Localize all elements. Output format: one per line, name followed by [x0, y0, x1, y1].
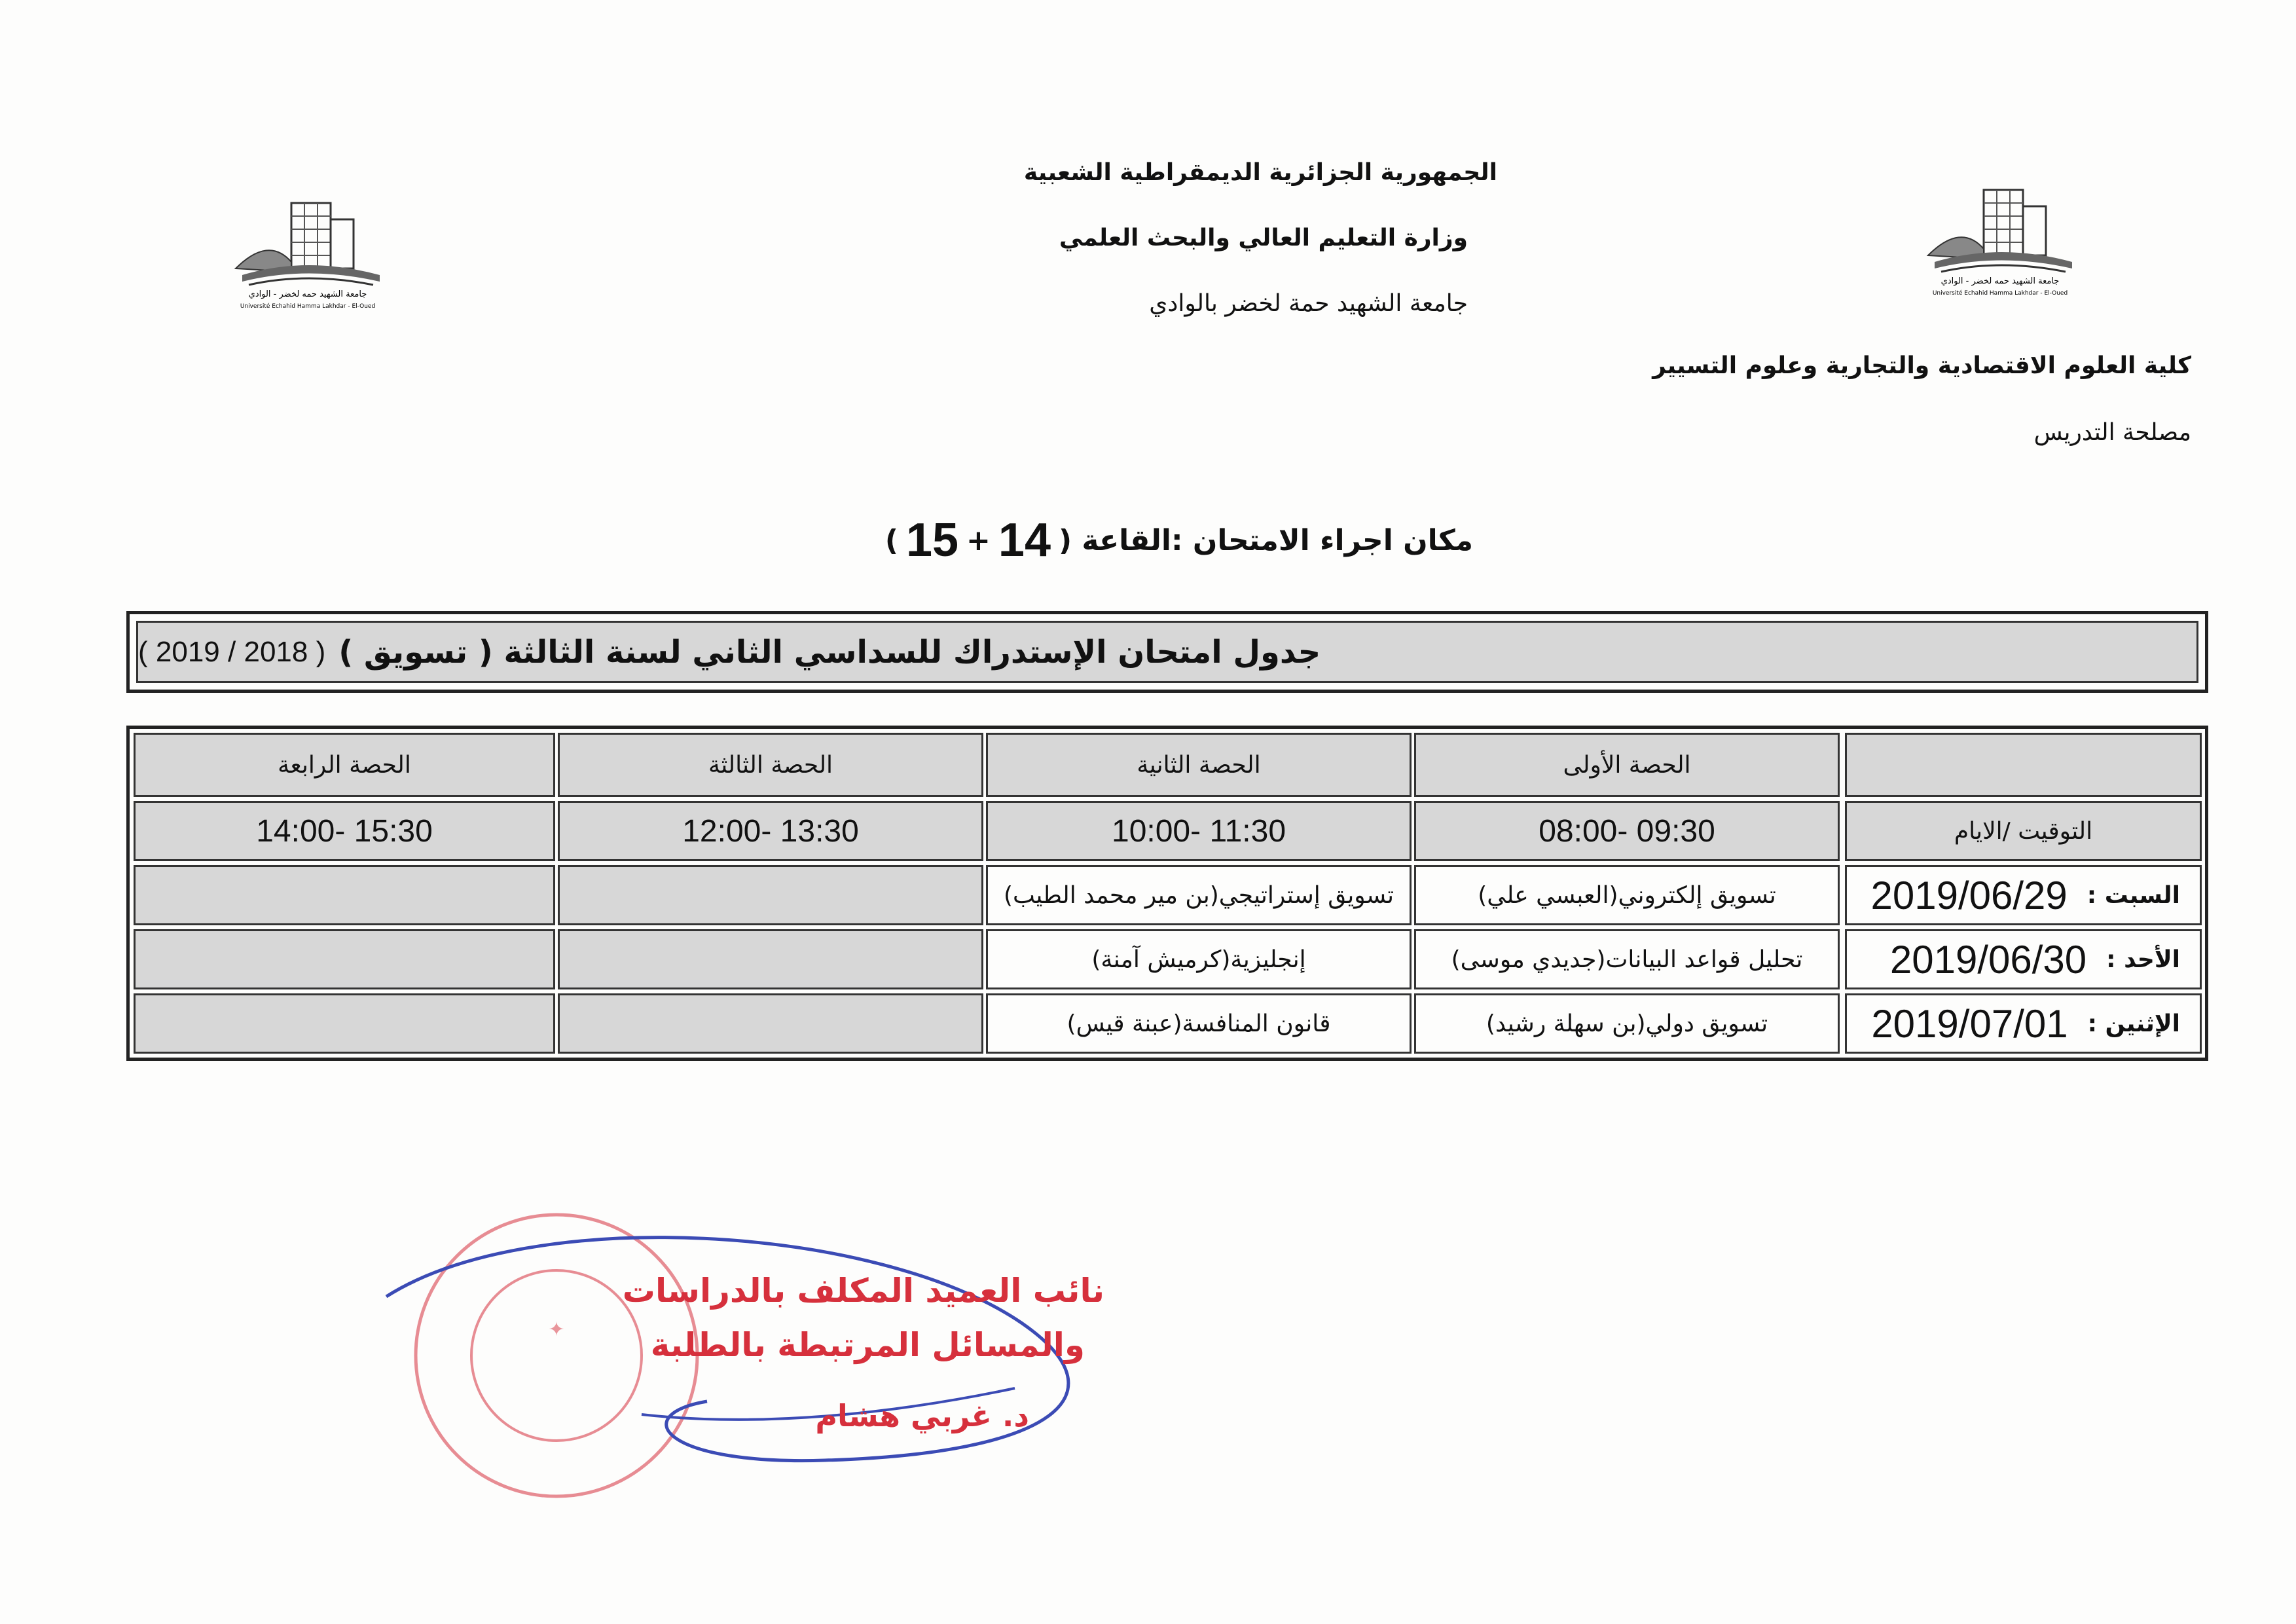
time-slot-3: 13:30 -12:00: [558, 801, 983, 861]
exam-cell: تسويق دولي(بن سهلة رشيد): [1414, 993, 1840, 1054]
day-date: 2019/07/01: [1871, 1001, 2068, 1046]
logo-caption-ar: جامعة الشهيد حمه لخضر - الوادي: [1941, 276, 2060, 286]
signature-title-line2: والمسائل المرتبطة بالطلبة: [650, 1326, 1085, 1364]
day-name: السبت :: [2086, 881, 2180, 909]
exam-cell: إنجليزية(كرميش آمنة): [986, 929, 1412, 989]
logo-caption-ar: جامعة الشهيد حمه لخضر - الوادي: [248, 289, 367, 299]
schedule-title-text: جدول امتحان الإستدراك للسداسي الثاني لسنة الثالثة ( تسويق ): [338, 633, 1321, 671]
close-paren: ): [884, 523, 898, 557]
period-header-2: الحصة الثانية: [986, 733, 1412, 797]
schedule-title-box: [126, 611, 2208, 693]
day-name: الأحد :: [2106, 946, 2180, 973]
day-cell-sunday: [1845, 929, 2202, 989]
schedule-title: [136, 621, 2198, 683]
plus-sign: +: [966, 523, 991, 557]
time-slot-1: 09:30 -08:00: [1414, 801, 1840, 861]
period-header-4: الحصة الرابعة: [134, 733, 555, 797]
logo-caption-fr: Université Echahid Hamma Lakhdar - El-Oued: [240, 303, 376, 310]
time-slot-2: 11:30 -10:00: [986, 801, 1412, 861]
day-name: الإثنين :: [2087, 1010, 2180, 1037]
day-date: 2019/06/30: [1889, 937, 2087, 982]
signature-title-line1: نائب العميد المكلف بالدراسات: [622, 1272, 1104, 1310]
schedule-year: ( 2018 / 2019 ): [138, 635, 326, 668]
exam-cell-empty: [558, 929, 983, 989]
university-logo-left: [229, 190, 386, 314]
signature-name: د. غربي هشام: [815, 1398, 1029, 1433]
period-header-3: الحصة الثالثة: [558, 733, 983, 797]
exam-cell: تسويق إستراتيجي(بن مير محمد الطيب): [986, 865, 1412, 925]
exam-place-label: مكان اجراء الامتحان :القاعة (: [1059, 523, 1473, 557]
time-slot-4: 15:30 -14:00: [134, 801, 555, 861]
exam-place: [851, 504, 1473, 576]
header-ministry: وزارة التعليم العالي والبحث العلمي: [1059, 225, 1468, 251]
exam-cell-empty: [134, 993, 555, 1054]
university-logo-right: [1922, 177, 2079, 301]
header-faculty: كلية العلوم الاقتصادية والتجارية وعلوم التسيير: [1652, 352, 2191, 379]
header-republic: الجمهورية الجزائرية الديمقراطية الشعبية: [1023, 159, 1497, 186]
header-service: مصلحة التدريس: [2033, 419, 2191, 446]
logo-caption-fr: Université Echahid Hamma Lakhdar - El-Oued: [1932, 290, 2068, 297]
exam-cell-empty: [558, 993, 983, 1054]
schedule-table: [126, 726, 2208, 1061]
exam-cell-empty: [134, 929, 555, 989]
period-header-1: الحصة الأولى: [1414, 733, 1840, 797]
day-date: 2019/06/29: [1870, 873, 2068, 917]
exam-cell: تسويق إلكتروني(العبسي علي): [1414, 865, 1840, 925]
exam-cell-empty: [134, 865, 555, 925]
day-cell-saturday: [1845, 865, 2202, 925]
hall-number-2: 15: [905, 514, 959, 566]
hall-number-1: 14: [998, 514, 1051, 566]
exam-cell: قانون المنافسة(عبنة قيس): [986, 993, 1412, 1054]
header-university: جامعة الشهيد حمة لخضر بالوادي: [1149, 290, 1468, 317]
day-cell-monday: [1845, 993, 2202, 1054]
exam-cell-empty: [558, 865, 983, 925]
svg-text:✦: ✦: [548, 1318, 565, 1341]
header-corner-cell: [1845, 733, 2202, 797]
exam-cell: تحليل قواعد البيانات(جديدي موسى): [1414, 929, 1840, 989]
time-label-cell: التوقيت /الايام: [1845, 801, 2202, 861]
